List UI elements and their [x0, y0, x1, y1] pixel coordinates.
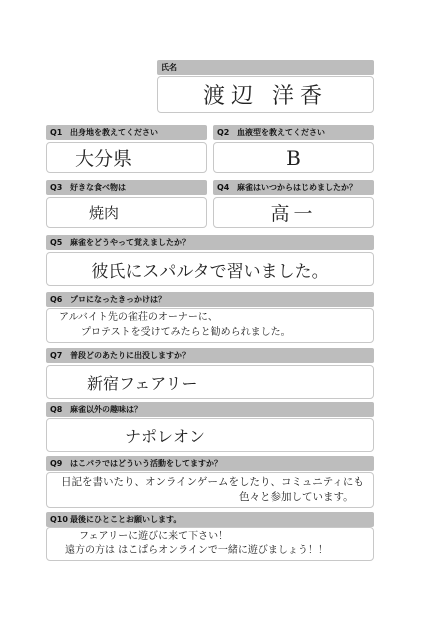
- q3-number: Q3: [50, 183, 63, 192]
- q7-bar: [46, 348, 374, 363]
- q3-question: 好きな食べ物は: [70, 183, 126, 192]
- q8-question: 麻雀以外の趣味は？: [70, 405, 142, 414]
- q9-number: Q9: [50, 459, 63, 468]
- q1-answer: 大分県: [75, 148, 133, 170]
- q3-answer-box: [46, 197, 207, 228]
- q6-answer-line-1: アルバイト先の雀荘のオーナーに、: [59, 312, 218, 323]
- q4-question: 麻雀はいつからはじめましたか？: [237, 183, 357, 192]
- q1-question: 出身地を教えてください: [70, 128, 158, 137]
- q5-number: Q5: [50, 238, 63, 247]
- name-label-bar: [157, 60, 374, 75]
- q5-answer-box: [46, 252, 374, 286]
- q6-answer-line-2: プロテストを受けてみたらと勧められました。: [81, 326, 291, 338]
- q5-answer: 彼氏にスパルタで習いました。: [91, 261, 329, 282]
- name-label: 氏名: [161, 63, 177, 72]
- q2-number: Q2: [217, 128, 230, 137]
- q8-answer-box: [46, 418, 374, 452]
- q5-question: 麻雀をどうやって覚えましたか？: [70, 238, 190, 247]
- q1-answer-box: [46, 142, 207, 173]
- q6-number: Q6: [50, 295, 63, 304]
- q10-answer-box: [46, 527, 374, 561]
- q6-answer-box: [46, 308, 374, 343]
- q4-bar: [213, 180, 374, 195]
- q2-answer: B: [286, 145, 301, 170]
- q7-number: Q7: [50, 351, 63, 360]
- name-answer-box: [157, 76, 374, 113]
- q9-question: はこパラではどういう活動をしてますか？: [70, 459, 222, 468]
- q10-answer-line-1: フェアリーに遊びに来て下さい！: [79, 530, 229, 542]
- q7-answer-box: [46, 365, 374, 399]
- q10-question: 最後にひとことお願いします。: [70, 515, 182, 524]
- q10-number: Q10: [50, 515, 68, 524]
- q10-bar: [46, 512, 374, 527]
- q2-question: 血液型を教えてください: [237, 128, 325, 137]
- q5-bar: [46, 235, 374, 250]
- q8-bar: [46, 402, 374, 417]
- q7-answer: 新宿フェアリー: [87, 373, 198, 393]
- q7-question: 普段どのあたりに出没しますか？: [70, 351, 190, 360]
- q9-answer-box: [46, 472, 374, 508]
- q3-answer: 焼肉: [89, 204, 120, 222]
- q9-answer-line-2: 色々と参加しています。: [239, 491, 354, 503]
- q9-answer-line-1: 日記を書いたり、オンラインゲームをしたり、コミュニティにも: [61, 475, 364, 488]
- q6-bar: [46, 292, 374, 307]
- q3-bar: [46, 180, 207, 195]
- q4-answer: 高一: [270, 203, 317, 225]
- q1-bar: [46, 125, 207, 140]
- q2-bar: [213, 125, 374, 140]
- q8-number: Q8: [50, 405, 63, 414]
- q10-answer-line-2: 遠方の方は はこぱらオンラインで一緒に遊びましょう！！: [65, 545, 328, 556]
- q9-bar: [46, 456, 374, 471]
- q2-answer-box: [213, 142, 374, 173]
- q4-answer-box: [213, 197, 374, 228]
- q8-answer: ナポレオン: [125, 426, 206, 446]
- name-value: 渡辺 洋香: [203, 84, 328, 109]
- q4-number: Q4: [217, 183, 230, 192]
- q1-number: Q1: [50, 128, 63, 137]
- q6-question: プロになったきっかけは？: [70, 295, 166, 304]
